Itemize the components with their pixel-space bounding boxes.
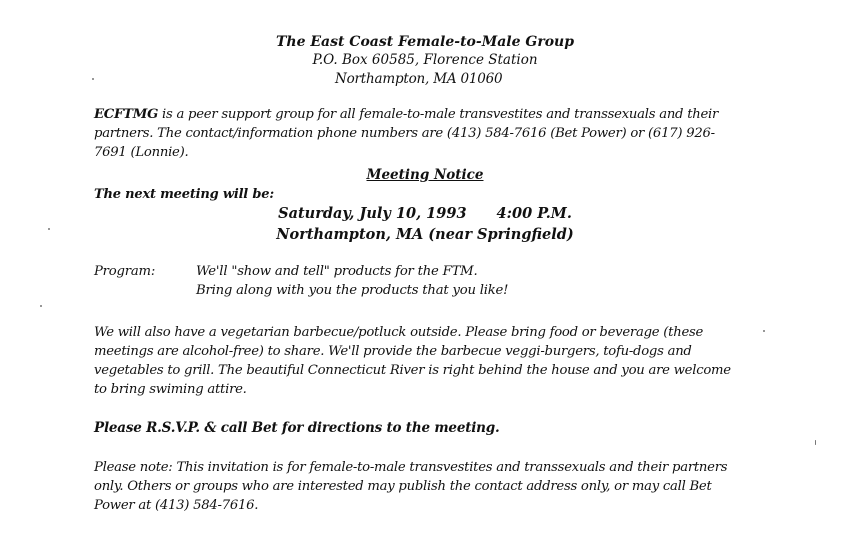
- group-title: The East Coast Female-to-Male Group: [275, 34, 575, 50]
- scan-speck: [92, 78, 94, 80]
- barbecue-paragraph: We will also have a vegetarian barbecue/potluck outside. Please bring food or beverage (these meetings are alcohol-free) to share. We'll provide the barbecue veggi-burgers, tofu-dogs and vegetables to grill. The beautiful Connecticut River is right behind the house and you are welcome to bring swiming attire.: [94, 325, 731, 397]
- scan-speck: [48, 228, 50, 230]
- org-abbreviation: ECFTMG: [94, 107, 159, 122]
- meeting-datetime: [0, 205, 850, 222]
- meeting-date: Saturday, July 10, 1993: [278, 205, 467, 222]
- program-line-1: We'll "show and tell" products for the FTM.: [196, 264, 478, 279]
- intro-text: is a peer support group for all female-to-male transvestites and transsexuals and their partners. The contact/information phone numbers are (413) 584-7616 (Bet Power) or (617) 926-7691 (Lonnie).: [94, 107, 719, 160]
- scan-speck: [40, 305, 42, 307]
- program-line-2: Bring along with you the products that you like!: [196, 283, 509, 298]
- next-meeting-lead: The next meeting will be:: [94, 187, 274, 202]
- address-line-2: Northampton, MA 01060: [335, 71, 503, 87]
- meeting-notice-heading: Meeting Notice: [366, 167, 484, 183]
- note-paragraph: Please note: This invitation is for female-to-male transvestites and transsexuals and their partners only. Others or groups who are interested may publish the contact address only, or may call Bet Power at (413) 584-7616.: [94, 460, 728, 513]
- address-line-1: P.O. Box 60585, Florence Station: [312, 52, 538, 68]
- intro-paragraph: [94, 105, 744, 162]
- meeting-time: 4:00 P.M.: [496, 205, 572, 222]
- meeting-location: Northampton, MA (near Springfield): [276, 226, 574, 243]
- scan-speck: [763, 330, 765, 332]
- program-label: Program:: [94, 264, 156, 279]
- scan-speck: [815, 440, 816, 445]
- rsvp-line: Please R.S.V.P. & call Bet for directions to the meeting.: [94, 420, 500, 436]
